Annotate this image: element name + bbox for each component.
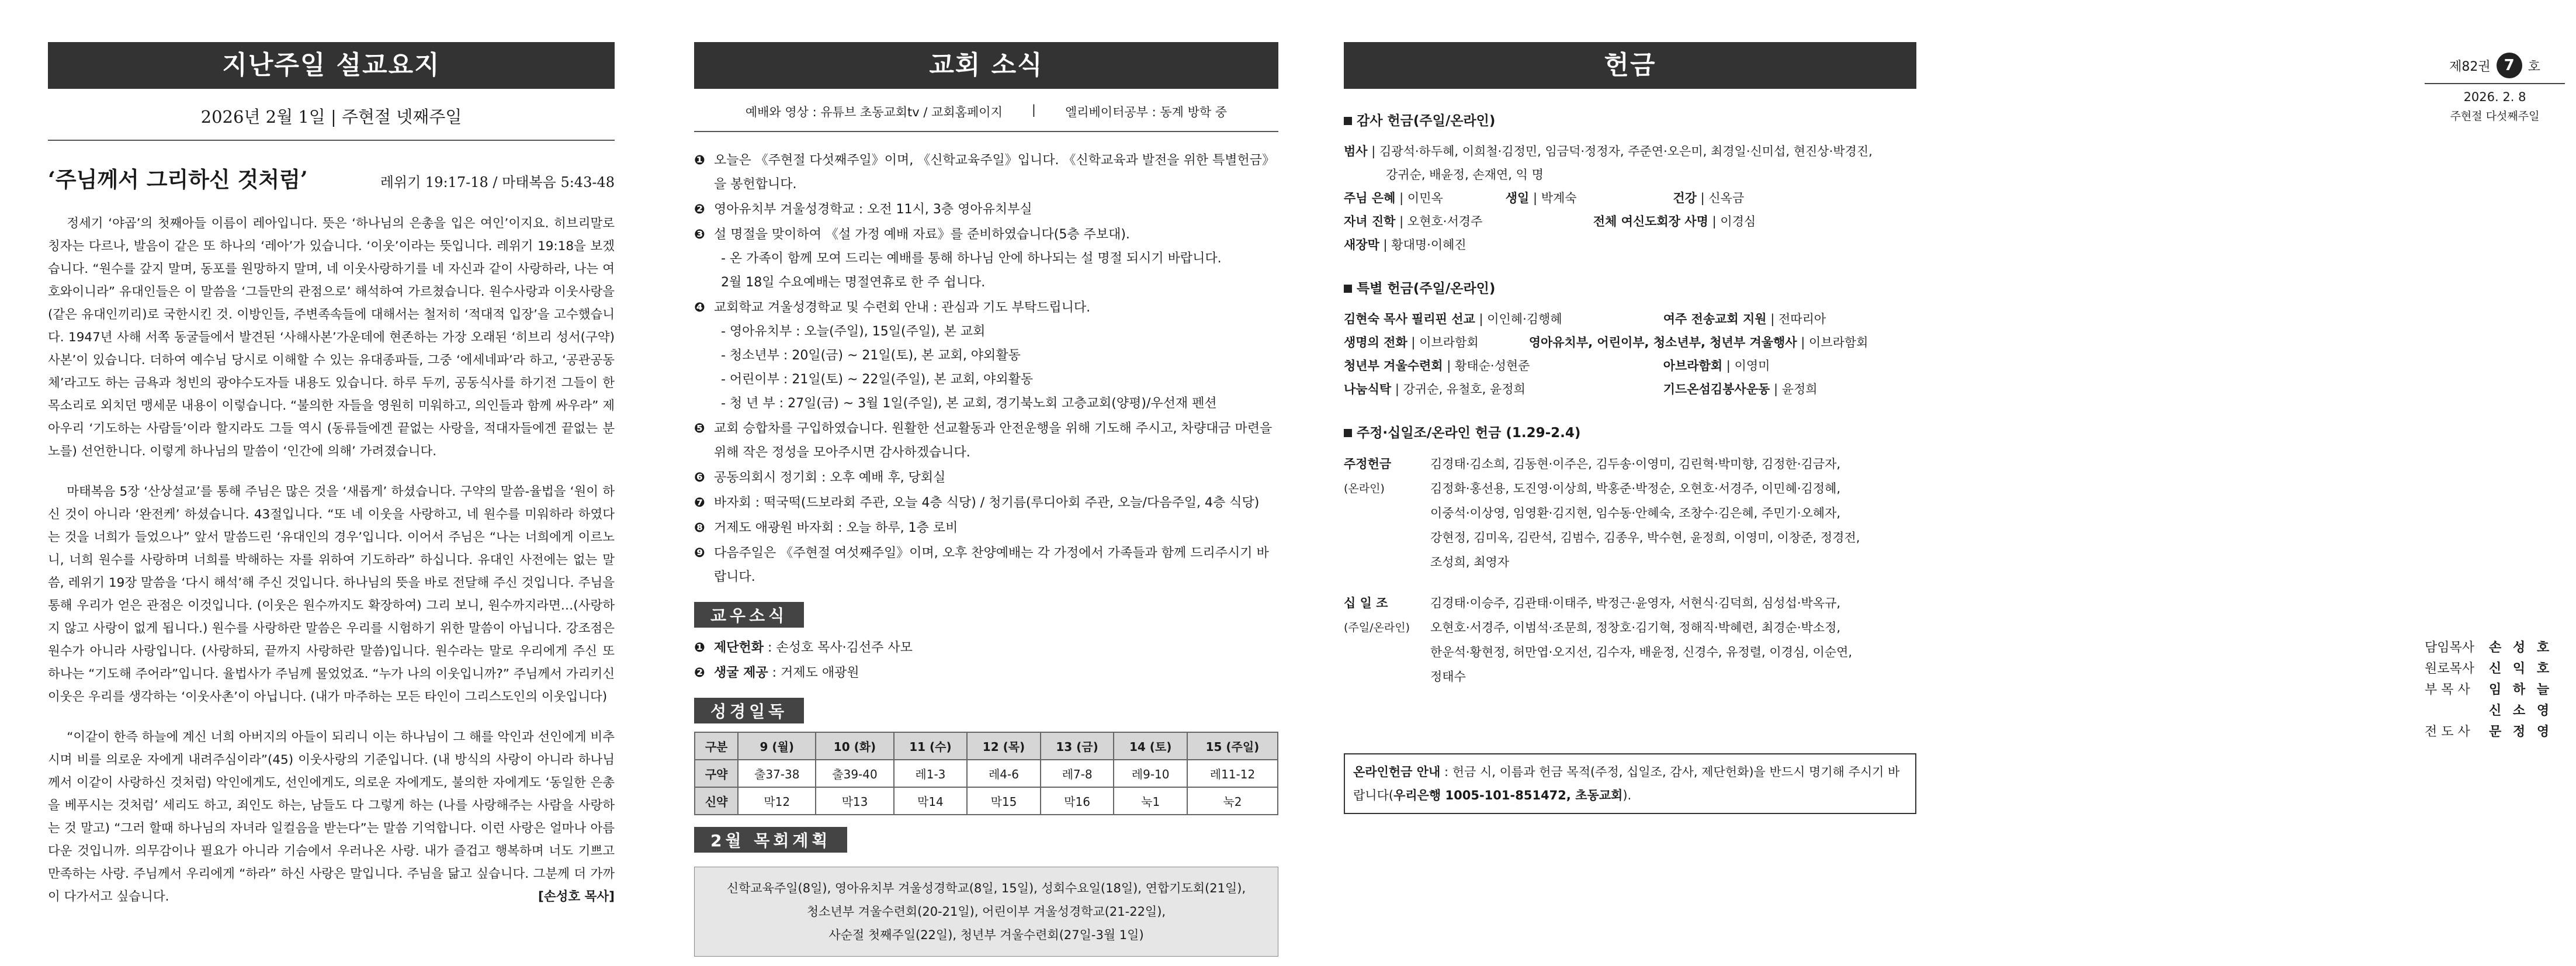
section-title-text: 주정·십일조/온라인 헌금 (1.29-2.4)	[1357, 425, 1581, 441]
staff-row	[2425, 638, 2565, 659]
news-item	[694, 491, 1278, 515]
bible-cell: 레9-10	[1114, 760, 1187, 787]
online-offering-notice	[1344, 753, 1916, 814]
offering-category: 생명의 전화	[1344, 335, 1407, 349]
offering-names: 신옥금	[1708, 191, 1745, 205]
news-number: ❸	[694, 227, 705, 242]
offering-row	[1344, 163, 1916, 186]
news-number: ❷	[694, 202, 705, 217]
news-subline: - 청소년부 : 20일(금) ~ 21일(토), 본 교회, 야외활동	[721, 348, 1021, 363]
care-item	[694, 661, 1278, 685]
bible-cell: 레11-12	[1187, 760, 1278, 787]
sermon-reference: 레위기 19:17-18 / 마태복음 5:43-48	[380, 174, 615, 191]
news-text: 오늘은 《주현절 다섯째주일》이며, 《신학교육주일》입니다. 《신학교육과 발전을 위한 특별헌금》을 봉헌합니다.	[714, 153, 1275, 192]
plan-line: 청소년부 겨울수련회(20-21일), 어린이부 겨울성경학교(21-22일),	[806, 905, 1166, 919]
sermon-title: ‘주님께서 그리하신 것처럼’	[48, 167, 308, 192]
sermon-date: 2026년 2월 1일 | 주현절 넷째주일	[48, 89, 615, 141]
offering-pair: 건강 | 신옥금	[1673, 191, 1745, 205]
section-title-text: 특별 헌금(주일/온라인)	[1357, 281, 1496, 296]
offering-pair: 생일 | 박계숙	[1505, 191, 1577, 205]
news-text: 거제도 애광원 바자회 : 오늘 하루, 1층 로비	[714, 521, 958, 535]
offering-row	[1344, 210, 1916, 233]
online-label: 온라인헌금 안내	[1353, 765, 1441, 779]
online-tail: ).	[1622, 788, 1632, 802]
offering-row: 새장막 | 황대명·이혜진	[1344, 238, 1466, 252]
care-text: : 거제도 애광원	[768, 666, 859, 680]
sermon-paragraph-text: “이같이 한즉 하늘에 계신 너희 아버지의 아들이 되리니 이는 하나님이 그 해를 악인과 선인에게 비추시며 비를 의로운 자에게 내려주심이라”(45) 이웃사랑의 기준입니다. (내 방식의 사랑이 아니라 하나님께서 이같이 사랑하신 것처럼) 악인에게도, 선인에게도, 의로운 자에게도, 불의한 자에게도 ‘동일한 은총을 베푸시는 것처럼’ 세리도 하고, 죄인도 하는, 남들도 다 그렇게 하는 (나를 사랑해주는 사람을 사랑하는 것 말고) “그러 할때 하나님의 자녀라 일컬음을 받는다”는 말씀 기억합니다. 이런 사랑은 얼마나 아름다운 것입니까. 의무감이나 필요가 아니라 기슴에서 우러나온 사랑. 내가 즐겁고 행복하며 너도 기쁘고 만족하는 사랑. 주님께서 우리에게 “하라” 하신 사랑은 말입니다. 주님을 닮고 싶습니다. 그분께 더 가까이 다가서고 싶습니다.	[48, 730, 615, 904]
news-item	[694, 516, 1278, 540]
staff-name: 신 소 영	[2489, 704, 2553, 718]
news-item	[694, 466, 1278, 490]
news-number: ❹	[694, 300, 705, 315]
bible-header: 구분	[695, 732, 738, 760]
offering-category: 새장막	[1344, 238, 1379, 252]
offering-group	[1344, 591, 1916, 689]
bible-header: 10 (화)	[816, 732, 893, 760]
service-notice: 엘리베이터공부 : 동계 방학 중	[1065, 105, 1228, 119]
offering-section-title	[1344, 422, 1916, 441]
offering-header: 헌금	[1344, 42, 1916, 89]
group-sublabel: (온라인)	[1344, 482, 1385, 495]
issue-sunday: 주현절 다섯째주일	[2450, 110, 2540, 123]
offering-group-label	[1344, 452, 1419, 574]
names-line: 정태수	[1430, 670, 1466, 684]
news-text: 설 명절을 맞이하여 《설 가정 예배 자료》를 준비하였습니다(5층 주보대).	[714, 227, 1130, 242]
bible-reading-table	[694, 732, 1278, 815]
news-column	[694, 42, 1278, 957]
care-number: ❶	[694, 640, 705, 655]
news-item	[694, 198, 1278, 221]
offering-pair: 김현숙 목사 필리핀 선교 | 이인혜·김행혜	[1344, 312, 1562, 326]
sermon-paragraph: 정세기 ‘야곱’의 첫째아들 이름이 레아입니다. 뜻은 ‘하나님의 은총을 입은 여인’이지요. 히브리말로 칭자는 다르나, 발음이 같은 또 하나의 ‘레아’가 있습니다. ‘이웃’이라는 뜻입니다. 레위기 19:18을 보겠습니다. “원수를 갚지 말며, 동포를 원망하지 말며, 네 이웃사랑하기를 네 자신과 같이 사랑하라, 나는 여호와이니라” 유대인들은 이 말씀을 ‘그들만의 관점으로’ 해석하여 가르쳤습니다. 원수사랑과 이웃사랑을 (같은 유대인끼리)로 국한시킨 것. 이방인들, 주변족속들에 대해서는 철저히 ‘적대적 입장’을 고수했습니다. 1947년 사해 서쪽 동굴들에서 발견된 ‘사해사본’가운데에 현존하는 가장 오래된 ‘히브리 성서(구약) 사본’이 있습니다. 더하여 예수님 당시로 이해할 수 있는 유대종파들, 그중 ‘에세네파’라 하고, ‘공관공동체’라고도 하는 금욕과 청빈의 광야수도자들 내용도 있습니다. 하루 두끼, 공동식사를 하기전 그들이 한 목소리로 외치던 맹세문 내용이 이렇습니다. “불의한 자들을 영원히 미워하고, 의인들과 함께 싸우라” 제 아우리 ‘기도하는 사람들’이라 할지라도 그들 역시 (동류들에겐 끝없는 사랑을, 적대자들에겐 끝없는 분노를) 선언한니다. 이렇게 하나님의 말씀이 ‘인간에 의해’ 가려졌습니다.	[48, 216, 615, 459]
care-body	[714, 636, 1278, 660]
offering-row	[1344, 354, 1916, 378]
offering-category: 자녀 진학	[1344, 214, 1396, 228]
offering-category: 생일	[1505, 191, 1530, 205]
offering-names: 윤정희	[1781, 382, 1818, 396]
section-title-text: 감사 헌금(주일/온라인)	[1357, 113, 1496, 129]
offering-section-title	[1344, 110, 1916, 129]
news-text: 공동의회시 정기회 : 오후 예배 후, 당회실	[714, 470, 946, 485]
bible-cell: 신약	[695, 787, 738, 815]
offering-category: 영아유치부, 어린이부, 청소년부, 청년부 겨울행사	[1528, 335, 1797, 349]
bible-cell: 레4-6	[967, 760, 1041, 787]
square-bullet-icon	[1344, 429, 1352, 437]
offering-names: 이민옥	[1407, 191, 1443, 205]
staff-row	[2425, 701, 2565, 722]
table-row	[695, 787, 1278, 815]
staff-name: 손 성 호	[2489, 640, 2553, 655]
offering-pair: 아브라함회 | 이영미	[1663, 359, 1770, 373]
offering-category: 여주 전송교회 지원	[1663, 312, 1767, 326]
offering-pair: 자녀 진학 | 오현호·서경주	[1344, 214, 1483, 228]
news-item	[694, 223, 1278, 295]
plan-box	[694, 867, 1278, 957]
online-text: : 헌금 시, 이름과 헌금 목적(주정, 십일조, 감사, 제단헌화)을 반드시 명기해 주시기 바랍니다(	[1353, 765, 1900, 802]
news-text: 교회 승합차를 구입하였습니다. 원활한 선교활동과 안전운행을 위해 기도해 주시고, 차량대금 마련을 위해 작은 정성을 모아주시면 감사하겠습니다.	[714, 421, 1273, 460]
staff-name: 신 익 호	[2489, 662, 2553, 676]
offering-category: 주님 은혜	[1344, 191, 1396, 205]
news-item	[694, 541, 1278, 589]
offering-pair: 여주 전송교회 지원 | 전따리아	[1663, 312, 1826, 326]
offering-category: 건강	[1673, 191, 1697, 205]
staff-role: 전 도 사	[2425, 725, 2470, 739]
offering-category: 아브라함회	[1663, 359, 1723, 373]
offering-names: 이경심	[1720, 214, 1756, 228]
news-text: 교회학교 겨울성경학교 및 수련회 안내 : 관심과 기도 부탁드립니다.	[714, 300, 1091, 315]
bible-header: 12 (목)	[967, 732, 1041, 760]
names-line: 김경태·이승주, 김관태·이태주, 박정근·윤영자, 서현식·김덕희, 심성섭·박옥규,	[1430, 596, 1841, 610]
bible-header-row	[695, 732, 1278, 760]
issue-column	[2425, 42, 2565, 743]
bible-title: 성경일독	[694, 698, 804, 723]
offering-pair: 영아유치부, 어린이부, 청소년부, 청년부 겨울행사 | 이브라함회	[1528, 335, 1868, 349]
service-info: 예배와 영상 : 유튜브 초동교회tv / 교회홈페이지	[745, 105, 1003, 119]
offering-names: 김광석·하두혜, 이희철·김정민, 임금덕·정정자, 주준연·오은미, 최경일·신미섭, 현진상·박경진,	[1379, 144, 1873, 158]
bible-header: 11 (수)	[894, 732, 968, 760]
bible-header: 15 (주일)	[1187, 732, 1278, 760]
news-number: ❺	[694, 421, 705, 436]
news-subline: - 영아유치부 : 오늘(주일), 15일(주일), 본 교회	[721, 324, 986, 339]
offering-category: 범사	[1344, 144, 1368, 158]
news-header: 교회 소식	[694, 42, 1278, 89]
names-line: 김경태·김소희, 김동현·이주은, 김두송·이영미, 김린혁·박미향, 김정한·김금자,	[1430, 457, 1841, 471]
offering-row	[1344, 331, 1916, 354]
news-item	[694, 296, 1278, 416]
staff-row	[2425, 659, 2565, 680]
bible-cell: 눅1	[1114, 787, 1187, 815]
names-line: 한운석·황현정, 허만엽·오지선, 김수자, 배윤정, 신경수, 유정렬, 이경심, 이순연,	[1430, 645, 1853, 659]
bible-header: 13 (금)	[1041, 732, 1114, 760]
care-text: : 손성호 목사·김선주 사모	[764, 640, 913, 655]
news-item	[694, 148, 1278, 196]
offering-section-title	[1344, 278, 1916, 297]
offering-category: 기드온섬김봉사운동	[1663, 382, 1770, 396]
bible-cell: 막14	[894, 787, 968, 815]
news-body	[714, 296, 1278, 416]
offering-group-names	[1430, 591, 1852, 689]
offering-names: 오현호·서경주	[1407, 214, 1483, 228]
offering-pair: 청년부 겨울수련회 | 황태순·성현준	[1344, 359, 1530, 373]
offering-names: 황태순·성현준	[1455, 359, 1530, 373]
news-number: ❾	[694, 546, 705, 560]
staff-role: 원로목사	[2425, 662, 2475, 676]
names-line: 조성희, 최영자	[1430, 555, 1510, 569]
bible-cell: 레1-3	[894, 760, 968, 787]
care-label: 생굴 제공	[714, 666, 768, 680]
bible-cell: 눅2	[1187, 787, 1278, 815]
care-label: 제단헌화	[714, 640, 764, 655]
offering-names: 이영미	[1734, 359, 1770, 373]
names-line: 오현호·서경주, 이범석·조문희, 정창호·김기혁, 정해직·박혜련, 최경순·박소정,	[1430, 621, 1841, 635]
names-line: 이중석·이상영, 임영환·김지현, 임수동·안혜숙, 조창수·김은혜, 주민기·오혜자,	[1430, 506, 1841, 520]
offering-names: 강귀순, 배윤정, 손재연, 익 명	[1386, 168, 1544, 182]
staff-row	[2425, 722, 2565, 743]
offering-group-label	[1344, 591, 1419, 689]
news-text: 영아유치부 겨울성경학교 : 오전 11시, 3층 영아유치부실	[714, 202, 1032, 217]
bank-account: 우리은행 1005-101-851472, 초동교회	[1393, 788, 1623, 802]
news-body	[714, 223, 1278, 295]
plan-line: 사순절 첫째주일(22일), 청년부 겨울수련회(27일-3월 1일)	[828, 928, 1144, 942]
news-text: 다음주일은 《주현절 여섯째주일》이며, 오후 찬양예배는 각 가정에서 가족들과 함께 드리주시기 바랍니다.	[714, 546, 1269, 584]
issue-number	[2425, 53, 2565, 84]
bible-cell: 막16	[1041, 787, 1114, 815]
offering-names: 이브라함회	[1419, 335, 1479, 349]
bible-cell: 막13	[816, 787, 893, 815]
news-number: ❶	[694, 153, 705, 168]
sermon-paragraph: 마태복음 5장 ‘산상설교’를 통해 주님은 많은 것을 ‘새롭게’ 하셨습니다. 구약의 말씀-율법을 ‘원이 하신 것이 아니라 ‘완전케’ 하셨습니다. 43절입니다. “또 네 이웃을 사랑하고, 네 원수를 미워하라 하였다는 것을 너희가 들었으나” 앞서 말씀드린 ‘유대인의 경우’입니다. 이어서 주님은 “나는 너희에게 이르노니, 너희 원수를 사랑하며 너희를 박해하는 자를 위하여 기도하라” 하십니다. 유대인 사전에는 없는 말씀, 레위기 19장 말씀을 ‘다시 해석’해 주신 것입니다. 하나님의 뜻을 바로 전달해 주신 것입니다. 주님을 통해 우리가 얻은 관점은 이것입니다. (이웃은 원수까지도 확장하여) 그리 보니, 원수까지라면…(사랑하지 않고 사랑이 없게 됩니다.) 원수를 사랑하란 말씀은 우리를 시험하기 위한 말씀이 아닙니다. 강조점은 원수가 아니라 사랑입니다. (사랑하되, 끝까지 사랑하란 말씀)입니다. 원수라는 말로 우리에게 주신 또 하나는 “기도해 주어라”입니다. 율법사가 주님께 물었었죠. “누가 나의 이웃입니까?” 주님께서 가리키신 이웃은 우리를 생각하는 ‘이웃사촌’이 아닙니다. (내가 마주하는 모든 타인이 그리스도인의 이웃입니다)	[48, 484, 615, 704]
sermon-heading	[48, 162, 615, 193]
offering-group-names	[1430, 452, 1860, 574]
sermon-author: [손성호 목사]	[538, 889, 615, 904]
offering-pair: 생명의 전화 | 이브라함회	[1344, 335, 1479, 349]
offering-category: 김현숙 목사 필리핀 선교	[1344, 312, 1475, 326]
staff-row	[2425, 680, 2565, 701]
bible-cell: 막15	[967, 787, 1041, 815]
sermon-paragraph	[48, 726, 615, 908]
offering-names: 이브라함회	[1809, 335, 1868, 349]
bible-cell: 출39-40	[816, 760, 893, 787]
news-number: ❼	[694, 496, 705, 510]
service-info-line	[694, 89, 1278, 132]
care-title: 교우소식	[694, 602, 804, 628]
offering-names: 황대명·이혜진	[1391, 238, 1466, 252]
care-number: ❷	[694, 666, 705, 680]
news-text: 바자회 : 떡국떡(드보라회 주관, 오늘 4층 식당) / 청기름(루디아회 주관, 오늘/다음주일, 4층 식당)	[714, 496, 1260, 510]
staff-role: 부 목 사	[2425, 683, 2470, 697]
sermon-column	[48, 42, 615, 926]
bible-header: 9 (월)	[738, 732, 816, 760]
offering-row	[1344, 307, 1916, 331]
square-bullet-icon	[1344, 117, 1352, 125]
offering-row: 범사 | 김광석·하두혜, 이희철·김정민, 임금덕·정정자, 주준연·오은미, 최경일·신미섭, 현진상·박경진,	[1344, 144, 1873, 158]
service-separator: |	[1031, 103, 1036, 117]
table-row	[695, 760, 1278, 787]
staff-name: 문 정 영	[2489, 725, 2553, 739]
sermon-header: 지난주일 설교요지	[48, 42, 615, 89]
offering-category: 청년부 겨울수련회	[1344, 359, 1443, 373]
bible-header: 14 (토)	[1114, 732, 1187, 760]
names-line: 김정화·홍선용, 도진영·이상희, 박홍준·박정순, 오현호·서경주, 이민혜·김정혜,	[1430, 482, 1841, 496]
news-subline: - 청 년 부 : 27일(금) ~ 3월 1일(주일), 본 교회, 경기북노회 고층교회(양평)/우선재 펜션	[721, 396, 1217, 411]
care-body	[714, 661, 1278, 685]
bible-cell: 레7-8	[1041, 760, 1114, 787]
offering-row	[1344, 378, 1916, 401]
issue-suffix: 호	[2528, 59, 2540, 74]
staff-name: 임 하 늘	[2489, 683, 2553, 697]
offering-group	[1344, 452, 1916, 574]
offering-category: 전체 여신도회장 사명	[1593, 214, 1708, 228]
offering-category: 나눔식탁	[1344, 382, 1392, 396]
issue-circle: 7	[2497, 53, 2522, 78]
offering-names: 박계숙	[1541, 191, 1577, 205]
plan-title: 2월 목회계획	[694, 827, 847, 853]
issue-date: 2026. 2. 8	[2463, 90, 2526, 104]
offering-pair: 기드온섬김봉사운동 | 윤정희	[1663, 382, 1818, 396]
bible-cell: 구약	[695, 760, 738, 787]
group-label-text: 십 일 조	[1344, 596, 1388, 610]
issue-volume: 제82권	[2449, 59, 2491, 74]
offering-pair: 전체 여신도회장 사명 | 이경심	[1593, 214, 1756, 228]
offering-names: 강귀순, 유철호, 윤정희	[1403, 382, 1526, 396]
staff-role: 담임목사	[2425, 640, 2475, 655]
news-subline: - 온 가족이 함께 모여 드리는 예배를 통해 하나님 안에 하나되는 설 명절 되시기 바랍니다.	[721, 251, 1222, 266]
offering-names: 전따리아	[1778, 312, 1826, 326]
group-label-text: 주정헌금	[1344, 457, 1392, 471]
news-subline: 2월 18일 수요예배는 명절연휴로 한 주 쉽니다.	[721, 275, 986, 290]
group-sublabel: (주일/온라인)	[1344, 621, 1410, 634]
staff-role	[2425, 701, 2489, 722]
news-list	[694, 148, 1278, 589]
offering-pair: 주님 은혜 | 이민옥	[1344, 191, 1443, 205]
offering-pair: 나눔식탁 | 강귀순, 유철호, 윤정희	[1344, 382, 1526, 396]
offering-names: 이인혜·김행혜	[1487, 312, 1562, 326]
bible-cell: 출37-38	[738, 760, 816, 787]
offering-row	[1344, 186, 1916, 210]
staff-list	[2425, 638, 2565, 743]
offering-column	[1344, 42, 1916, 814]
news-number: ❻	[694, 470, 705, 485]
bible-cell: 막12	[738, 787, 816, 815]
news-item	[694, 417, 1278, 465]
news-subline: - 어린이부 : 21일(토) ~ 22일(주일), 본 교회, 야외활동	[721, 372, 1034, 387]
plan-line: 신학교육주일(8일), 영아유치부 겨울성경학교(8일, 15일), 성회수요일(18일), 연합기도회(21일),	[726, 881, 1246, 895]
square-bullet-icon	[1344, 285, 1352, 293]
care-item	[694, 636, 1278, 660]
names-line: 강현정, 김미옥, 김란석, 김범수, 김종우, 박수현, 윤정희, 이영미, 이창준, 정경전,	[1430, 531, 1860, 545]
news-number: ❽	[694, 521, 705, 535]
